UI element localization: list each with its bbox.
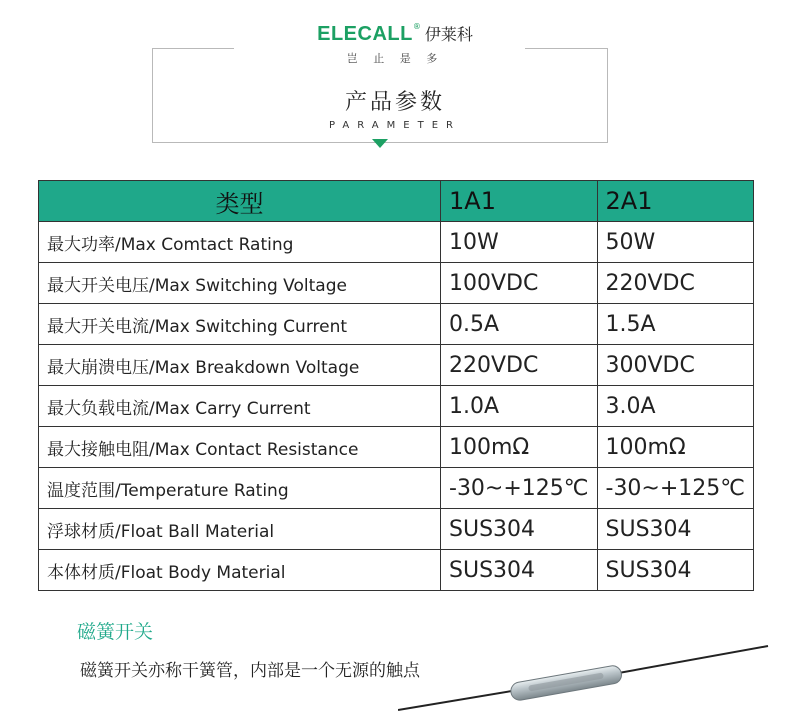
value-1a1: 1.0A: [441, 386, 598, 427]
reed-switch-illustration-icon: [398, 630, 770, 716]
frame-top-right-line: [525, 48, 607, 49]
value-2a1: 100mΩ: [597, 427, 754, 468]
parameter-table: [38, 180, 754, 591]
section-title: 产品参数: [344, 90, 445, 115]
value-2a1: 3.0A: [597, 386, 754, 427]
value-1a1: 220VDC: [441, 345, 598, 386]
value-2a1: 300VDC: [597, 345, 754, 386]
param-name: 最大功率/Max Comtact Rating: [39, 222, 441, 263]
frame-top-left-line: [152, 48, 234, 49]
header-model-2a1: 2A1: [597, 181, 754, 222]
table-header-row: [39, 181, 754, 222]
value-1a1: 100VDC: [441, 263, 598, 304]
table-row: [39, 345, 754, 386]
param-name: 本体材质/Float Body Material: [39, 550, 441, 591]
param-name: 最大负载电流/Max Carry Current: [39, 386, 441, 427]
table-row: [39, 427, 754, 468]
brand-name-en: ELECALL: [317, 23, 413, 45]
table-row: [39, 386, 754, 427]
down-arrow-icon: [372, 139, 388, 148]
table-row: [39, 550, 754, 591]
slogan: 岂 止 是 多: [346, 52, 444, 65]
value-1a1: SUS304: [441, 550, 598, 591]
param-name: 最大开关电压/Max Switching Voltage: [39, 263, 441, 304]
value-2a1: -30~+125℃: [597, 468, 754, 509]
value-2a1: SUS304: [597, 509, 754, 550]
param-name: 最大崩溃电压/Max Breakdown Voltage: [39, 345, 441, 386]
table-row: [39, 468, 754, 509]
table-row: [39, 509, 754, 550]
value-2a1: 1.5A: [597, 304, 754, 345]
value-2a1: 220VDC: [597, 263, 754, 304]
table-row: [39, 222, 754, 263]
value-2a1: SUS304: [597, 550, 754, 591]
value-1a1: 0.5A: [441, 304, 598, 345]
value-2a1: 50W: [597, 222, 754, 263]
logo: [0, 22, 790, 46]
brand-name-cn: 伊莱科: [424, 25, 473, 44]
param-name: 浮球材质/Float Ball Material: [39, 509, 441, 550]
value-1a1: -30~+125℃: [441, 468, 598, 509]
reed-switch-heading: 磁簧开关: [77, 621, 154, 643]
registered-mark: ®: [412, 22, 421, 31]
param-name: 最大开关电流/Max Switching Current: [39, 304, 441, 345]
value-1a1: 10W: [441, 222, 598, 263]
value-1a1: 100mΩ: [441, 427, 598, 468]
reed-switch-description: 磁簧开关亦称干簧管，内部是一个无源的触点: [80, 661, 420, 681]
param-name: 最大接触电阻/Max Contact Resistance: [39, 427, 441, 468]
section-subtitle: PARAMETER: [329, 120, 461, 131]
param-name: 温度范围/Temperature Rating: [39, 468, 441, 509]
table-row: [39, 304, 754, 345]
table-row: [39, 263, 754, 304]
header-model-1a1: 1A1: [441, 181, 598, 222]
value-1a1: SUS304: [441, 509, 598, 550]
header-type: 类型: [39, 181, 441, 222]
